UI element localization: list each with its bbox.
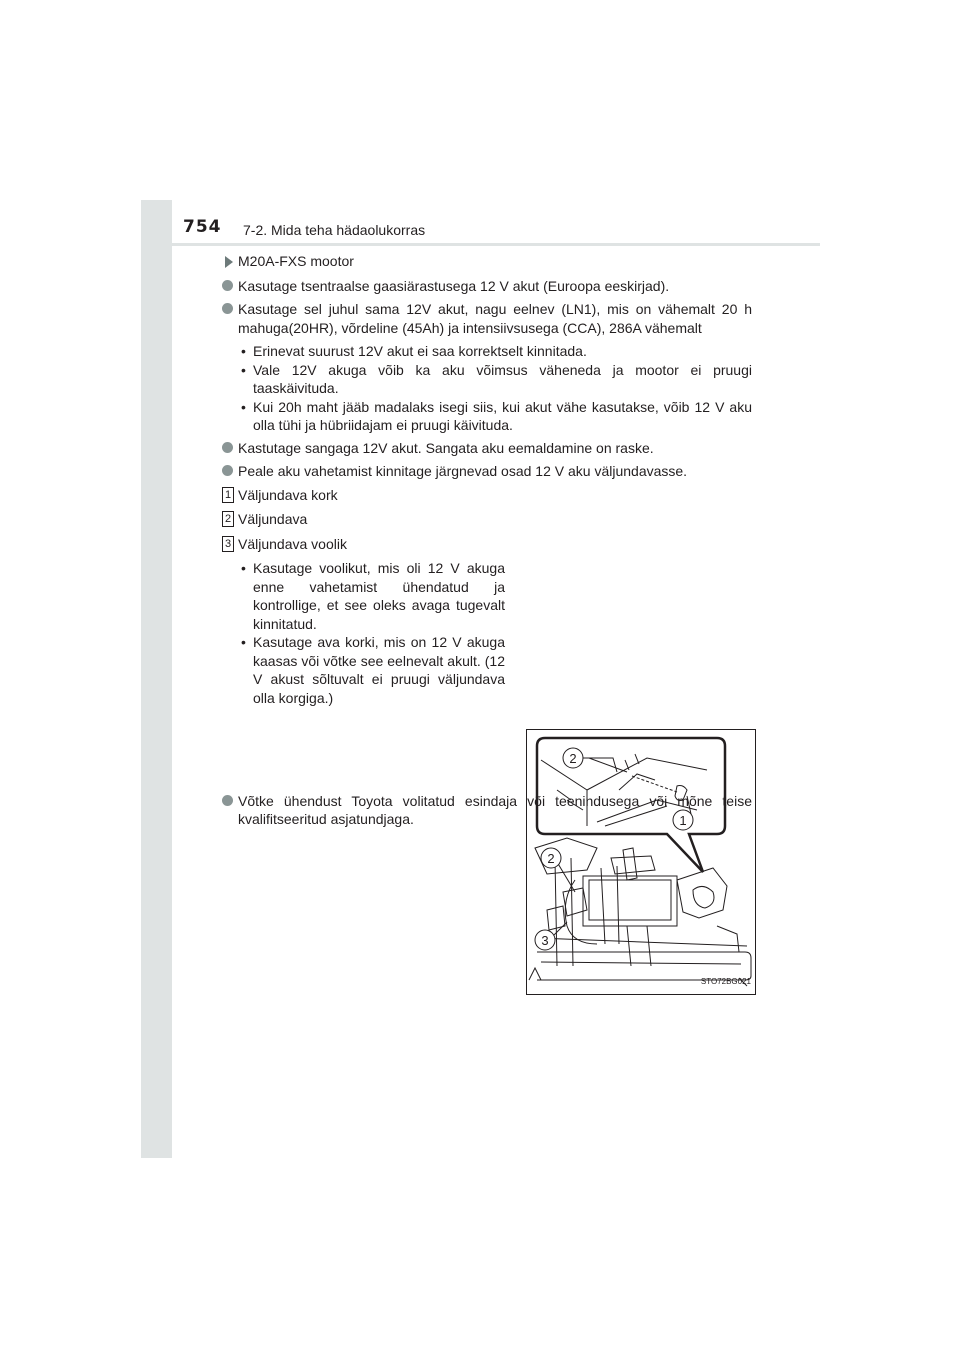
sub-bullet-item (238, 342, 752, 361)
engine-heading (222, 252, 752, 271)
sub-bullet-mark: • (241, 361, 246, 378)
numbered-item (222, 535, 505, 554)
number-box: 2 (222, 511, 234, 527)
sub-bullet-text: Erinevat suurust 12V akut ei saa korrektselt kinnitada. (253, 343, 587, 359)
bullet-text: Võtke ühendust Toyota volitatud esindaja või teenindusega või mõne teise kvalifitseeritud asjatundjaga. (238, 792, 752, 827)
bullet-item (222, 439, 752, 458)
sub-bullet-list (238, 342, 752, 435)
number-box: 3 (222, 536, 234, 552)
bullet-item (222, 277, 752, 296)
figure-callout: 2 (547, 850, 555, 866)
page-number: 754 (183, 217, 222, 237)
bullet-item (222, 462, 752, 481)
bullet-dot-icon (222, 280, 233, 291)
numbered-item-text: Väljundava kork (238, 486, 338, 503)
bullet-text: Kasutage sel juhul sama 12V akut, nagu eelnev (LN1), mis on vähemalt 20 h mahuga(20HR), võrdeline (45Ah) ja intensiivsusega (CCA), 286A vähemalt (238, 301, 752, 336)
numbered-item (222, 486, 505, 505)
sub-bullet-text: Vale 12V akuga võib ka aku võimsus väheneda ja mootor ei pruugi taaskäivituda. (253, 361, 752, 396)
sub-bullet-item (238, 398, 752, 435)
sub-bullet-mark: • (241, 560, 246, 576)
bullet-dot-icon (222, 442, 233, 453)
sub-bullet-mark: • (241, 398, 246, 415)
figure-callout: 3 (541, 932, 549, 948)
triangle-icon (225, 256, 233, 268)
bullet-dot-icon (222, 303, 233, 314)
number-box: 1 (222, 487, 234, 503)
sub-bullet-item (238, 361, 752, 398)
engine-heading-text: M20A-FXS mootor (238, 253, 354, 269)
sub-bullet-item (238, 633, 505, 707)
sub-bullet-text: Kasutage voolikut, mis oli 12 V akuga enne vahetamist ühendatud ja kontrollige, et see oleks avaga tugevalt kinnitatud. (253, 560, 505, 632)
numbered-item-text: Väljundava (238, 511, 308, 527)
figure-callout: 2 (569, 750, 577, 766)
numbered-item (222, 510, 505, 529)
side-bar (141, 200, 172, 1158)
header-rule (172, 243, 820, 246)
sub-bullet-mark: • (241, 343, 246, 359)
bullet-text: Kastutage sangaga 12V akut. Sangata aku eemaldamine on raske. (238, 439, 654, 456)
bullet-dot-icon (222, 795, 233, 806)
battery-vent-illustration (526, 729, 756, 995)
figure-callout: 1 (679, 812, 687, 828)
sub-bullet-mark: • (241, 634, 246, 650)
bullet-item (222, 792, 752, 829)
sub-bullet-item (238, 559, 505, 633)
battery-drawing (527, 730, 755, 994)
bullet-item (222, 300, 752, 337)
page-content (222, 252, 752, 986)
bullet-text: Kasutage tsentraalse gaasiärastusega 12 V akut (Euroopa eeskirjad). (238, 277, 670, 294)
section-title: 7-2. Mida teha hädaolukorras (243, 222, 426, 238)
bullet-text: Peale aku vahetamist kinnitage järgnevad osad 12 V aku väljundavasse. (238, 463, 688, 479)
sub-bullet-text: Kasutage ava korki, mis on 12 V akuga kaasas või võtke see eelnevalt akult. (12 V akust sõltuvalt ei pruugi väljundava olla korgiga.) (253, 634, 505, 706)
sub-bullet-text: Kui 20h maht jääb madalaks isegi siis, kui akut vähe kasutakse, võib 12 V aku olla tühi ja hübriidajam ei pruugi käivituda. (253, 398, 752, 433)
numbered-list (222, 486, 505, 708)
bullet-dot-icon (222, 465, 233, 476)
numbered-item-text: Väljundava voolik (238, 535, 347, 552)
figure-code: STO72BG021 (700, 977, 751, 986)
